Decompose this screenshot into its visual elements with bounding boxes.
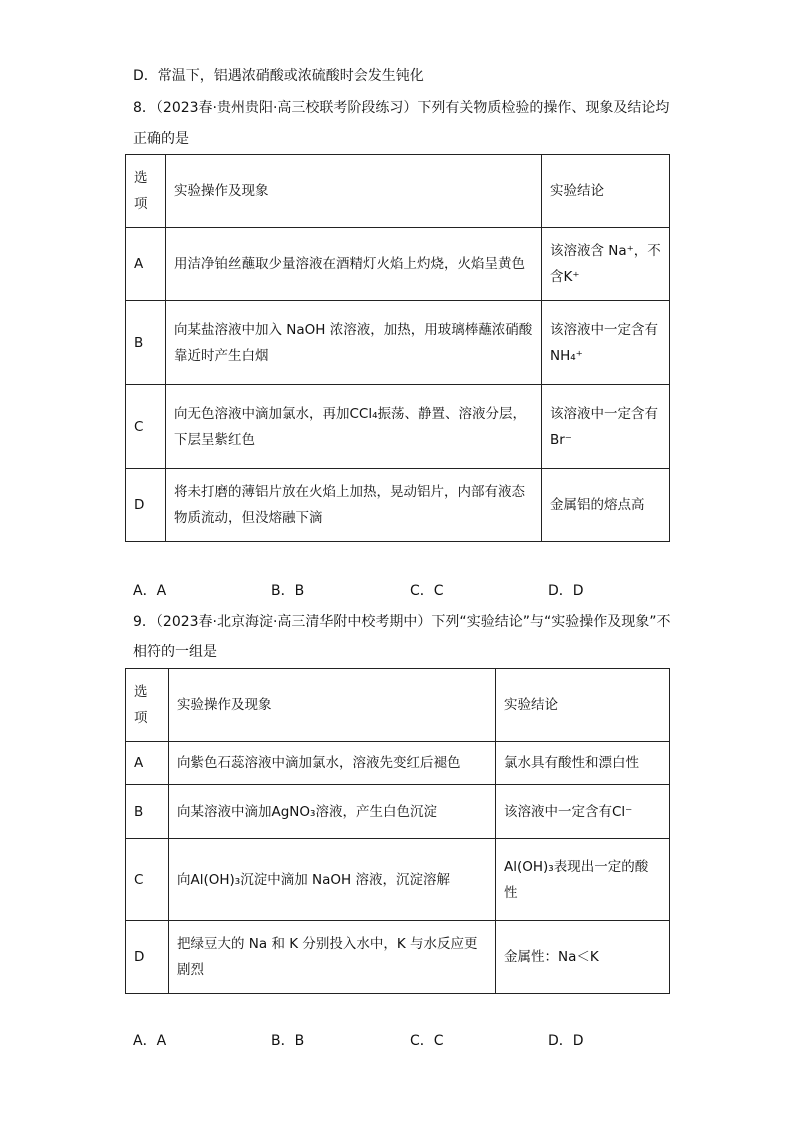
table-header-row bbox=[126, 669, 670, 742]
q9-choices bbox=[133, 1030, 693, 1050]
q8-table bbox=[125, 154, 670, 542]
table-row bbox=[126, 921, 670, 994]
row-conclusion: 氯水具有酸性和漂白性 bbox=[496, 742, 670, 785]
q8-stem-line2: 正确的是 bbox=[133, 131, 189, 147]
q9-table bbox=[125, 668, 670, 994]
row-option: A bbox=[126, 742, 169, 785]
choice-c[interactable]: C．C bbox=[410, 1033, 444, 1049]
row-option: D bbox=[126, 921, 169, 994]
header-operation: 实验操作及现象 bbox=[166, 155, 542, 228]
row-option: C bbox=[126, 839, 169, 921]
row-operation: 用洁净铂丝蘸取少量溶液在酒精灯火焰上灼烧，火焰呈黄色 bbox=[166, 228, 542, 301]
row-conclusion: 该溶液中一定含有Br⁻ bbox=[542, 385, 670, 469]
row-conclusion: 金属性：Na＜K bbox=[496, 921, 670, 994]
choice-b[interactable]: B．B bbox=[271, 1033, 305, 1049]
table-row bbox=[126, 301, 670, 385]
row-operation: 向某盐溶液中加入 NaOH 浓溶液，加热，用玻璃棒蘸浓硝酸靠近时产生白烟 bbox=[166, 301, 542, 385]
choice-d[interactable]: D．D bbox=[548, 1033, 584, 1049]
row-operation: 向某溶液中滴加AgNO₃溶液，产生白色沉淀 bbox=[169, 785, 496, 839]
header-conclusion: 实验结论 bbox=[496, 669, 670, 742]
choice-d[interactable]: D．D bbox=[548, 583, 584, 599]
row-option: A bbox=[126, 228, 166, 301]
row-option: B bbox=[126, 785, 169, 839]
q8-choices bbox=[133, 580, 693, 600]
row-conclusion: 该溶液中一定含有Cl⁻ bbox=[496, 785, 670, 839]
header-option: 选 项 bbox=[126, 155, 166, 228]
previous-option-d: D．常温下，铝遇浓硝酸或浓硫酸时会发生钝化 bbox=[133, 68, 424, 84]
choice-c[interactable]: C．C bbox=[410, 583, 444, 599]
row-conclusion: Al(OH)₃表现出一定的酸性 bbox=[496, 839, 670, 921]
row-option: B bbox=[126, 301, 166, 385]
header-option: 选 项 bbox=[126, 669, 169, 742]
choice-b[interactable]: B．B bbox=[271, 583, 305, 599]
table-row bbox=[126, 742, 670, 785]
row-operation: 向无色溶液中滴加氯水，再加CCl₄振荡、静置、溶液分层，下层呈紫红色 bbox=[166, 385, 542, 469]
choice-a[interactable]: A．A bbox=[133, 1033, 167, 1049]
q9-stem-line2: 相符的一组是 bbox=[133, 644, 217, 660]
table-header-row bbox=[126, 155, 670, 228]
row-operation: 向Al(OH)₃沉淀中滴加 NaOH 溶液，沉淀溶解 bbox=[169, 839, 496, 921]
row-conclusion: 金属铝的熔点高 bbox=[542, 469, 670, 542]
row-operation: 向紫色石蕊溶液中滴加氯水，溶液先变红后褪色 bbox=[169, 742, 496, 785]
table-row bbox=[126, 839, 670, 921]
choice-a[interactable]: A．A bbox=[133, 583, 167, 599]
q9-stem-line1: 9．（2023春·北京海淀·高三清华附中校考期中）下列“实验结论”与“实验操作及现象”不 bbox=[133, 614, 671, 630]
header-operation: 实验操作及现象 bbox=[169, 669, 496, 742]
row-operation: 将未打磨的薄铝片放在火焰上加热，晃动铝片，内部有液态物质流动，但没熔融下滴 bbox=[166, 469, 542, 542]
row-conclusion: 该溶液中一定含有NH₄⁺ bbox=[542, 301, 670, 385]
row-operation: 把绿豆大的 Na 和 K 分别投入水中，K 与水反应更剧烈 bbox=[169, 921, 496, 994]
table-row bbox=[126, 385, 670, 469]
header-conclusion: 实验结论 bbox=[542, 155, 670, 228]
table-row bbox=[126, 228, 670, 301]
row-conclusion: 该溶液含 Na⁺，不含K⁺ bbox=[542, 228, 670, 301]
table-row bbox=[126, 785, 670, 839]
row-option: C bbox=[126, 385, 166, 469]
table-row bbox=[126, 469, 670, 542]
q8-stem-line1: 8．（2023春·贵州贵阳·高三校联考阶段练习）下列有关物质检验的操作、现象及结论均 bbox=[133, 100, 670, 116]
row-option: D bbox=[126, 469, 166, 542]
